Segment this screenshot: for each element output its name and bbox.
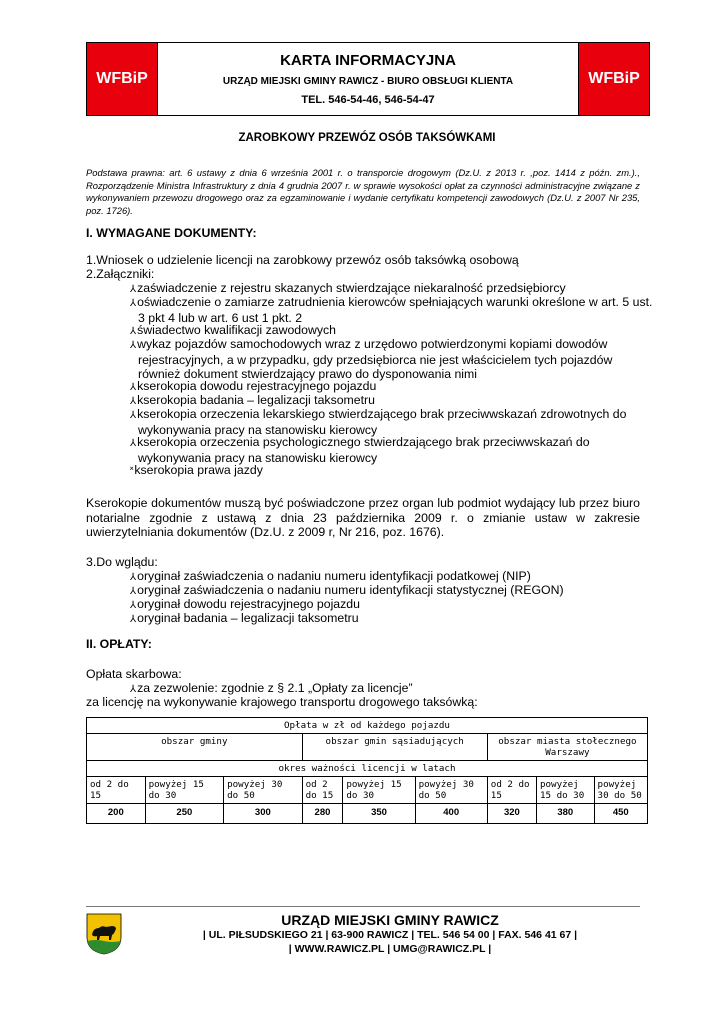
- office-phones: TEL. 546-54-46, 546-54-47: [301, 94, 435, 106]
- list-item: ⅄świadectwo kwalifikacji zawodowych: [130, 323, 336, 337]
- fee-value: 450: [594, 804, 647, 824]
- arrow-bullet-icon: ⅄: [130, 326, 137, 337]
- requirement-application: 1.Wniosek o udzielenie licencji na zarobkowy przewóz osób taksówką osobową: [86, 253, 519, 267]
- fee-value: 380: [536, 804, 594, 824]
- arrow-bullet-icon: ⅄: [130, 298, 137, 309]
- arrow-bullet-icon: ⅄: [130, 284, 137, 295]
- list-item: ⅄zaświadczenie z rejestru skazanych stwierdzające niekaralność przedsiębiorcy: [130, 281, 566, 295]
- fee-value: 400: [415, 804, 487, 824]
- asterisk-bullet-icon: ˟: [130, 466, 134, 477]
- list-item: ⅄oryginał zaświadczenia o nadaniu numeru identyfikacji podatkowej (NIP): [130, 569, 531, 583]
- period-cell: powyżej 15 do 30: [145, 777, 223, 804]
- logo-right: WFBiP: [579, 43, 649, 115]
- list-item: ⅄kserokopia dowodu rejestracyjnego pojazdu: [130, 379, 377, 393]
- period-cell: od 2 do 15: [487, 777, 536, 804]
- fee-table-caption: Opłata w zł od każdego pojazdu: [87, 718, 648, 734]
- requirement-attachments: 2.Załączniki:: [86, 267, 155, 281]
- license-fee-label: za licencję na wykonywanie krajowego transportu drogowego taksówką:: [86, 695, 478, 709]
- list-item: ⅄oryginał zaświadczenia o nadaniu numeru identyfikacji statystycznej (REGON): [130, 583, 564, 597]
- legal-basis: Podstawa prawna: art. 6 ustawy z dnia 6 września 2001 r. o transporcie drogowym (Dz.U. z 2013 r. ,poz. 1414 z późn. zm.)., Rozporządzenie Ministra Infrastruktury z dnia 4 grudnia 2007 r. w sprawie wysokości opłat za czynności administracyjne związane z wykonywaniem przewozu drogowego oraz za egzaminowanie i wydanie certyfikatu kompetencji zawodowych (Dz.U. z 2007 Nr 235, poz. 1726).: [86, 167, 640, 216]
- period-cell: powyżej 15 do 30: [343, 777, 415, 804]
- footer-web: | WWW.RAWICZ.PL | UMG@RAWICZ.PL |: [288, 943, 492, 955]
- header: [86, 42, 650, 116]
- office-subtitle: URZĄD MIEJSKI GMINY RAWICZ - BIURO OBSŁUGI KLIENTA: [222, 76, 514, 87]
- copies-note: Kserokopie dokumentów muszą być poświadczone przez organ lub podmiot wydający lub przez biuro notarialne zgodnie z ustawą z dnia 23 października 2009 r. o zmianie ustaw w zakresie uwierzytelniania dokumentów (Dz.U. z 2009 r, Nr 216, poz. 1676).: [86, 496, 640, 539]
- period-cell: powyżej 15 do 30: [536, 777, 594, 804]
- rawicz-crest-icon: [86, 913, 122, 955]
- list-item: ⅄wykaz pojazdów samochodowych wraz z urzędowo potwierdzonymi kopiami dowodów rejestracyjnych, a w przypadku, gdy przedsiębiorca nie jest właścicielem tych pojazdów również dokument stwierdzający prawo do dysponowania nimi: [130, 337, 613, 381]
- period-cell: powyżej 30 do 50: [415, 777, 487, 804]
- section2-heading: II. OPŁATY:: [86, 637, 152, 651]
- period-cell: od 2 do 15: [302, 777, 343, 804]
- fee-value: 300: [224, 804, 302, 824]
- area-header: obszar gmin sąsiadujących: [302, 734, 487, 761]
- arrow-bullet-icon: ⅄: [130, 438, 137, 449]
- arrow-bullet-icon: ⅄: [130, 600, 137, 611]
- arrow-bullet-icon: ⅄: [130, 572, 137, 583]
- fee-value: 200: [87, 804, 146, 824]
- period-cell: powyżej 30 do 50: [594, 777, 647, 804]
- list-item: ⅄kserokopia badania – legalizacji taksometru: [130, 393, 375, 407]
- stamp-fee-label: Opłata skarbowa:: [86, 667, 182, 681]
- arrow-bullet-icon: ⅄: [130, 614, 137, 625]
- list-item: ⅄oryginał dowodu rejestracyjnego pojazdu: [130, 597, 360, 611]
- document-title: ZAROBKOWY PRZEWÓZ OSÓB TAKSÓWKAMI: [238, 132, 496, 144]
- area-header: obszar miasta stołecznego Warszawy: [487, 734, 647, 761]
- list-item: ⅄oryginał badania – legalizacji taksometru: [130, 611, 359, 625]
- area-header: obszar gminy: [87, 734, 303, 761]
- section1-heading: I. WYMAGANE DOKUMENTY:: [86, 226, 257, 240]
- list-item: ⅄kserokopia orzeczenia lekarskiego stwierdzającego brak przeciwwskazań zdrowotnych do wykonywania pracy na stanowisku kierowcy: [130, 407, 627, 437]
- list-item: ⅄kserokopia orzeczenia psychologicznego stwierdzającego brak przeciwwskazań do wykonywania pracy na stanowisku kierowcy: [130, 435, 590, 465]
- requirement-inspection: 3.Do wglądu:: [86, 555, 158, 569]
- logo-left: WFBiP: [87, 43, 157, 115]
- fee-value: 320: [487, 804, 536, 824]
- period-cell: powyżej 30 do 50: [224, 777, 302, 804]
- list-item: ˟kserokopia prawa jazdy: [130, 463, 263, 477]
- footer-divider: [86, 906, 640, 907]
- list-item: ⅄oświadczenie o zamiarze zatrudnienia kierowców spełniających warunki określone w art. 5 ust. 3 pkt 4 lub w art. 6 ust 1 pkt. 2: [130, 295, 653, 325]
- arrow-bullet-icon: ⅄: [130, 382, 137, 393]
- footer-address: | UL. PIŁSUDSKIEGO 21 | 63-900 RAWICZ | TEL. 546 54 00 | FAX. 546 41 67 |: [202, 929, 578, 941]
- arrow-bullet-icon: ⅄: [130, 340, 137, 351]
- fee-value: 350: [343, 804, 415, 824]
- arrow-bullet-icon: ⅄: [130, 684, 137, 695]
- fee-value: 280: [302, 804, 343, 824]
- fee-table: [86, 717, 648, 824]
- fee-value: 250: [145, 804, 223, 824]
- period-cell: od 2 do 15: [87, 777, 146, 804]
- header-center: [157, 43, 579, 115]
- arrow-bullet-icon: ⅄: [130, 410, 137, 421]
- footer-office-name: URZĄD MIEJSKI GMINY RAWICZ: [281, 912, 499, 928]
- validity-header: okres ważności licencji w latach: [87, 761, 648, 777]
- card-title: KARTA INFORMACYJNA: [280, 52, 456, 69]
- list-item: ⅄za zezwolenie: zgodnie z § 2.1 „Opłaty za licencje”: [130, 681, 413, 695]
- arrow-bullet-icon: ⅄: [130, 396, 137, 407]
- arrow-bullet-icon: ⅄: [130, 586, 137, 597]
